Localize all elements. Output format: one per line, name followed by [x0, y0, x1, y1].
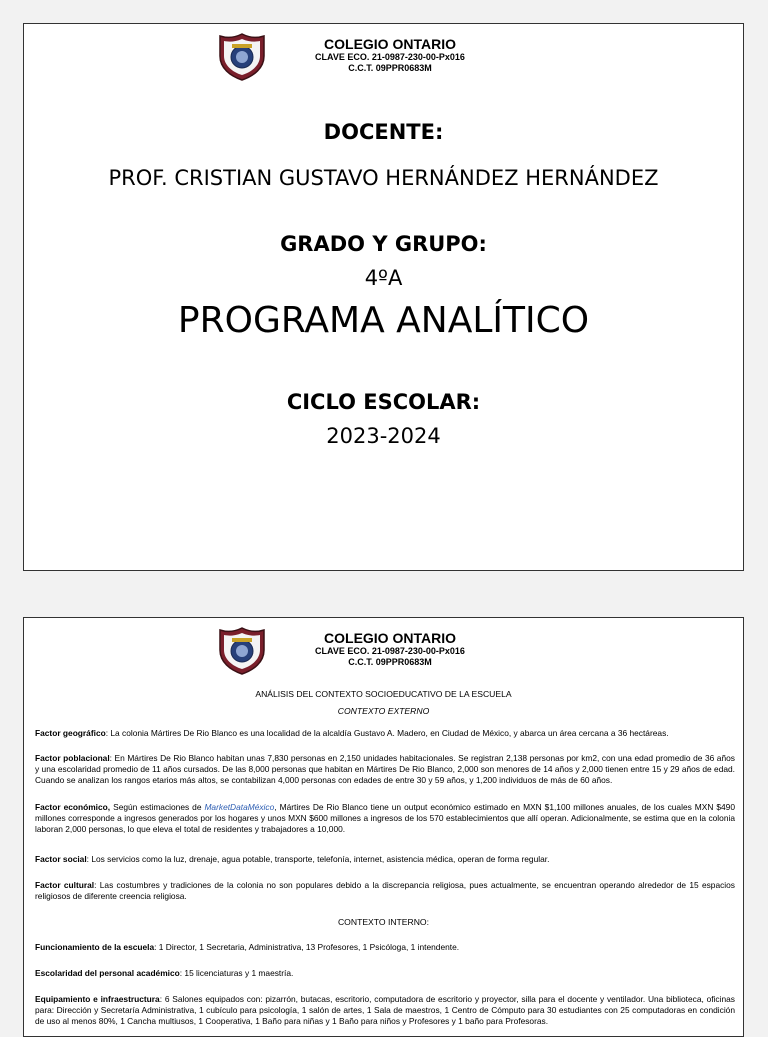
school-header — [216, 32, 556, 84]
school-header — [216, 626, 556, 678]
analysis-title: ANÁLISIS DEL CONTEXTO SOCIOEDUCATIVO DE LA ESCUELA — [255, 689, 512, 699]
school-name: COLEGIO ONTARIO — [324, 36, 456, 52]
cul-label: Factor cultural — [35, 880, 95, 890]
pob-text: : En Mártires De Rio Blanco habitan unas 7,830 personas en 2,150 unidades habitacionales. Se registran 2,138 personas por km2, con una edad promedio de 36 años y una escolaridad promedio de 11 años cursados. De las 8,000 personas que habitan en Mártires De Rio Blanco, 2,000 son menores de 14 años y 2,000 tienen entre 15 y 29 años de edad. Cuando se analizan los rangos etarios más altos, se contabilizan 4,000 personas con edades de entre 30 y 59 años, y 1,200 individuos de más de 60 años. — [35, 753, 735, 785]
func-text: : 1 Director, 1 Secretaria, Administrativa, 13 Profesores, 1 Psicóloga, 1 intendente. — [154, 942, 460, 952]
factor-geografico — [35, 728, 735, 739]
analysis-page — [23, 617, 744, 1037]
school-info — [280, 630, 500, 668]
interno-title: CONTEXTO INTERNO: — [337, 917, 430, 927]
school-cct: C.C.T. 09PPR0683M — [348, 657, 432, 667]
factor-poblacional — [35, 753, 735, 786]
docente-label: DOCENTE: — [323, 120, 444, 144]
esc-label: Escolaridad del personal académico — [35, 968, 180, 978]
soc-text: : Los servicios como la luz, drenaje, agua potable, transporte, telefonía, internet, asistencia médica, operan de forma regular. — [86, 854, 550, 864]
soc-label: Factor social — [35, 854, 87, 864]
equipamiento-infraestructura — [35, 994, 735, 1027]
factor-cultural — [35, 880, 735, 902]
ciclo-value: 2023-2024 — [326, 424, 441, 448]
eco-label: Factor económico, — [35, 802, 111, 812]
school-crest-icon — [216, 32, 268, 82]
eco-pre: Según estimaciones de — [110, 802, 205, 812]
cover-page — [23, 23, 744, 571]
geo-label: Factor geográfico — [35, 728, 106, 738]
school-name: COLEGIO ONTARIO — [324, 630, 456, 646]
school-info — [280, 36, 500, 74]
funcionamiento-escuela — [35, 942, 735, 953]
school-crest-icon — [216, 626, 268, 676]
grado-label: GRADO Y GRUPO: — [280, 232, 487, 256]
school-clave: CLAVE ECO. 21-0987-230-00-Px016 — [315, 646, 465, 656]
esc-text: : 15 licenciaturas y 1 maestría. — [179, 968, 294, 978]
factor-economico — [35, 802, 735, 835]
school-clave: CLAVE ECO. 21-0987-230-00-Px016 — [315, 52, 465, 62]
pob-label: Factor poblacional — [35, 753, 110, 763]
factor-social — [35, 854, 735, 865]
equip-text: : 6 Salones equipados con: pizarrón, butacas, escritorio, computadora de escritorio y proyector, silla para el docente y ventilador. Una biblioteca, oficinas para: Dirección y Secretaría Administrativa, 1 cubículo para psicología, 1 salón de artes, 1 Sala de maestros, 1 Centro de Cómputo para 30 estudiantes con 25 computadoras en condición de uso al menos 80%, 1 Cancha multiusos, 1 Cooperativa, 1 Baño para niñas y 1 Baño para niños y Profesores y 1 baño para Profesoras. — [35, 994, 735, 1026]
equip-label: Equipamiento e infraestructura — [35, 994, 160, 1004]
school-cct: C.C.T. 09PPR0683M — [348, 63, 432, 73]
marketdata-link[interactable]: MarketDataMéxico — [204, 802, 275, 812]
externo-title: CONTEXTO EXTERNO — [337, 706, 430, 716]
eco-text: , Mártires De Rio Blanco tiene un output económico estimado en MXN $1,100 millones anuales, de los cuales MXN $490 millones corresponde a ingresos generados por los hogares y unos MXN $600 millones a ingresos de los 570 establecimientos que allí operan. Adicionalmente, se estima que en la colonia laboran 2,000 personas, lo que eleva el total de residentes y trabajadores a 10,000. — [35, 802, 735, 834]
docente-name: PROF. CRISTIAN GUSTAVO HERNÁNDEZ HERNÁNDEZ — [108, 166, 659, 190]
grado-value: 4ºA — [364, 266, 403, 290]
cul-text: : Las costumbres y tradiciones de la colonia no son populares debido a la discrepancia religiosa, pues actualmente, se encuentran operando alrededor de 15 espacios religiosos de diferente creencia religiosa. — [35, 880, 735, 901]
func-label: Funcionamiento de la escuela — [35, 942, 155, 952]
escolaridad-personal — [35, 968, 735, 979]
geo-text: : La colonia Mártires De Rio Blanco es una localidad de la alcaldía Gustavo A. Madero, en Ciudad de México, y abarca un área cercana a 36 hectáreas. — [105, 728, 669, 738]
program-title: PROGRAMA ANALÍTICO — [177, 300, 590, 341]
ciclo-label: CICLO ESCOLAR: — [286, 390, 481, 414]
